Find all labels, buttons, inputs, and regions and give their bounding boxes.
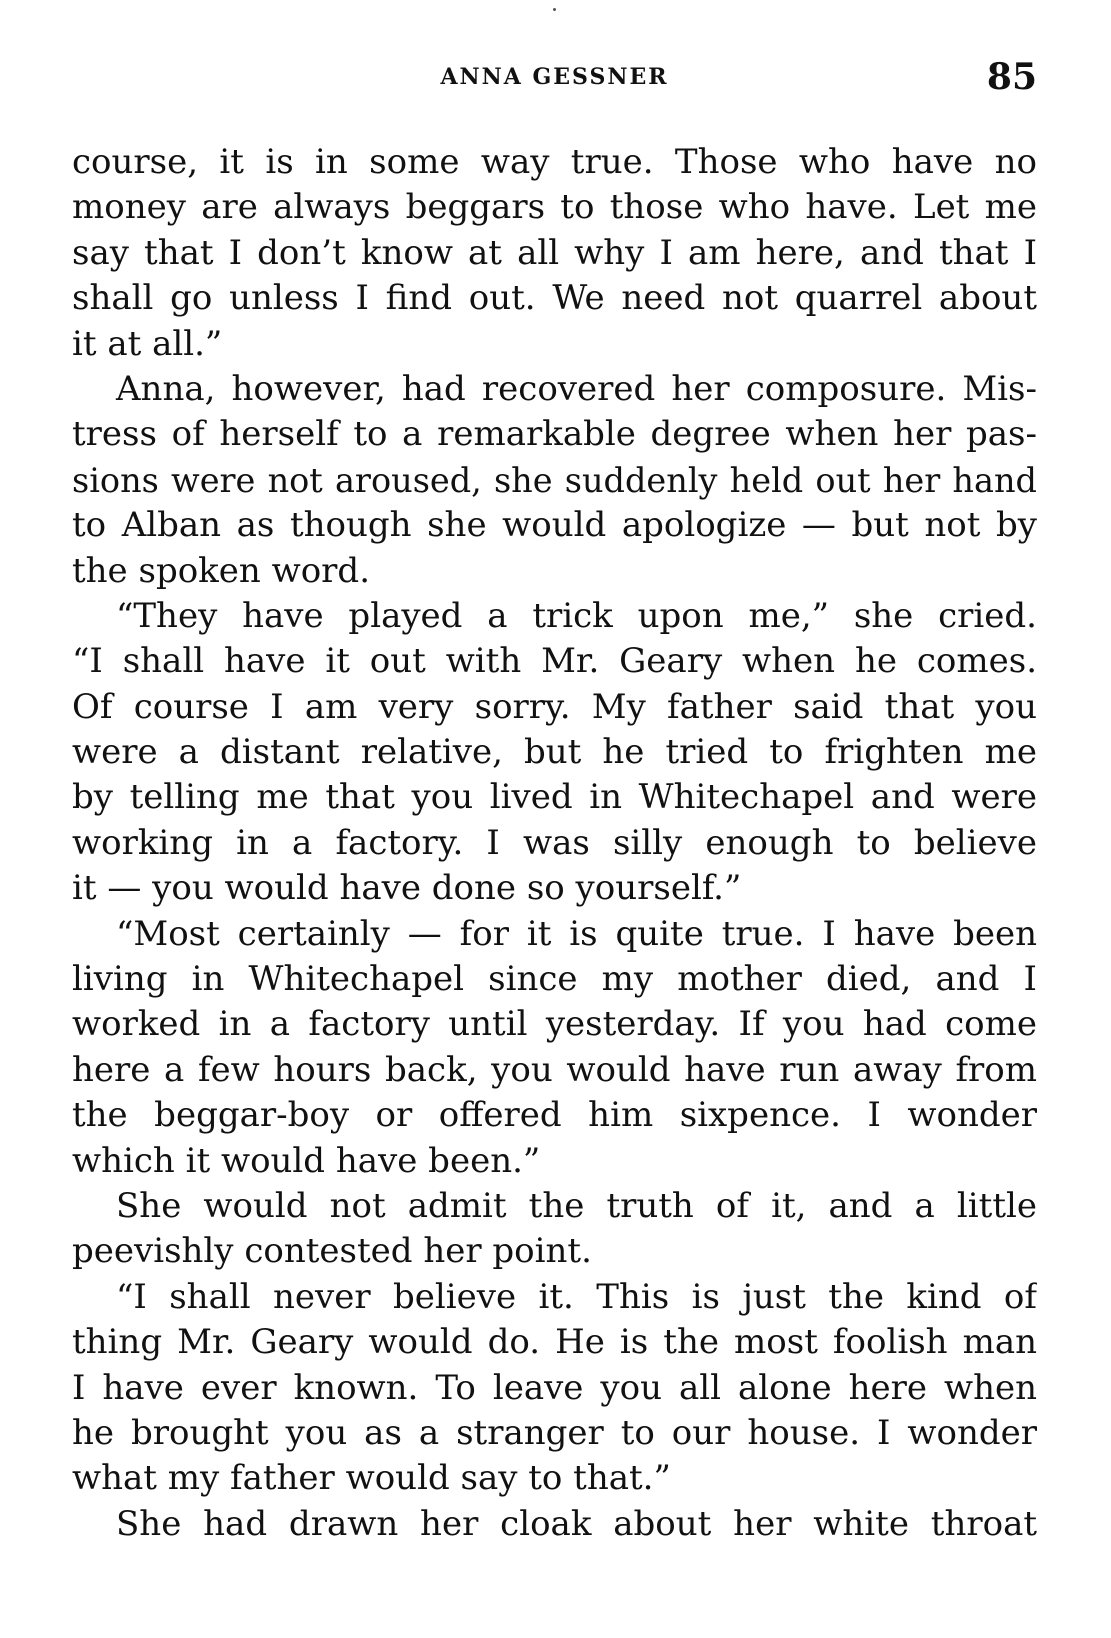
- text-line: to Alban as though she would apologize — but not by: [72, 505, 1037, 546]
- text-line: say that I don’t know at all why I am here, and that I: [72, 232, 1037, 273]
- text-line: worked in a factory until yesterday. If you had come: [72, 1004, 1037, 1045]
- text-line: money are always beggars to those who have. Let me: [72, 187, 1037, 228]
- text-line: which it would have been.”: [72, 1140, 541, 1181]
- page-number: 85: [986, 56, 1037, 98]
- text-line: “I shall have it out with Mr. Geary when he comes.: [72, 641, 1037, 682]
- text-line: She had drawn her cloak about her white throat: [116, 1503, 1037, 1544]
- text-line: living in Whitechapel since my mother died, and I: [72, 959, 1037, 1000]
- text-line: the beggar-boy or offered him sixpence. I wonder: [72, 1095, 1037, 1136]
- text-line: what my father would say to that.”: [72, 1458, 671, 1499]
- text-line: he brought you as a stranger to our house. I wonder: [72, 1412, 1037, 1453]
- print-speck: [553, 8, 556, 11]
- running-title: ANNA GESSNER: [440, 64, 669, 90]
- text-line: “I shall never believe it. This is just the kind of: [116, 1276, 1037, 1317]
- text-line: the spoken word.: [72, 550, 370, 591]
- text-line: here a few hours back, you would have run away from: [72, 1049, 1037, 1090]
- running-head: [72, 56, 1037, 100]
- text-line: thing Mr. Geary would do. He is the most foolish man: [72, 1322, 1037, 1363]
- text-line: sions were not aroused, she suddenly held out her hand: [72, 460, 1037, 500]
- text-line: “Most certainly — for it is quite true. I have been: [116, 913, 1037, 954]
- text-line: I have ever known. To leave you all alone here when: [72, 1367, 1037, 1408]
- text-line: it at all.”: [72, 323, 223, 364]
- text-line: it — you would have done so yourself.”: [72, 868, 742, 909]
- text-line: Anna, however, had recovered her composure. Mis-: [116, 368, 1037, 409]
- text-line: working in a factory. I was silly enough to believe: [72, 822, 1037, 863]
- text-line: were a distant relative, but he tried to frighten me: [72, 732, 1037, 773]
- text-line: Of course I am very sorry. My father said that you: [72, 686, 1037, 727]
- body-text: [72, 140, 1037, 1547]
- text-line: “They have played a trick upon me,” she cried.: [116, 595, 1037, 636]
- text-line: course, it is in some way true. Those who have no: [72, 142, 1037, 182]
- text-line: She would not admit the truth of it, and a little: [116, 1185, 1037, 1226]
- text-line: tress of herself to a remarkable degree when her pas-: [72, 414, 1037, 455]
- text-line: shall go unless I find out. We need not quarrel about: [72, 278, 1037, 319]
- text-line: peevishly contested her point.: [72, 1231, 592, 1272]
- text-line: by telling me that you lived in Whitechapel and were: [72, 777, 1037, 818]
